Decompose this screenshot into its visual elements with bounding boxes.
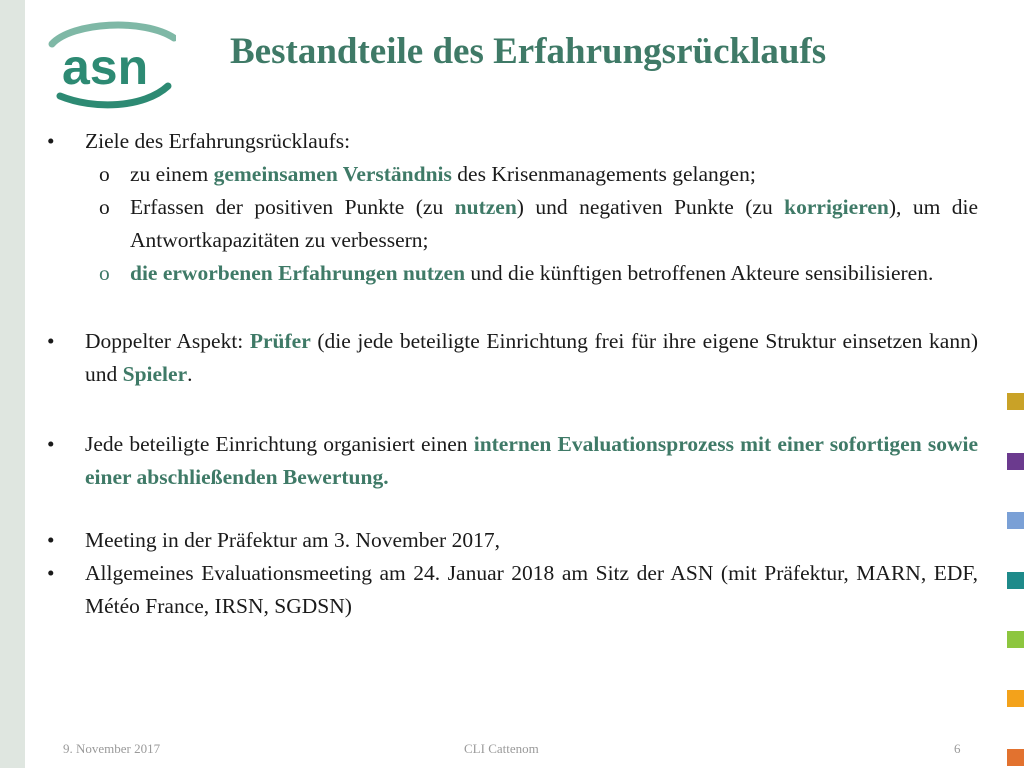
highlight: internen Evaluationsprozess mit einer sofortigen sowie einer abschließenden Bewertung. (85, 432, 978, 489)
color-square (1007, 393, 1024, 410)
color-square (1007, 690, 1024, 707)
sub-bullet-marker: o (99, 261, 110, 285)
color-square (1007, 631, 1024, 648)
bullet-dot: • (47, 528, 55, 552)
slide-content (45, 125, 978, 623)
bullet-general-meeting: • Allgemeines Evaluationsmeeting am 24. Januar 2018 am Sitz der ASN (mit Präfektur, MARN, EDF, Météo France, IRSN, SGDSN) (45, 557, 978, 623)
highlight: korrigieren (784, 195, 889, 219)
sub-bullet-understanding: o zu einem gemeinsamen Verständnis des Krisenmanagements gelangen; (45, 158, 978, 191)
color-squares (1007, 0, 1024, 768)
highlight: Spieler (122, 362, 188, 386)
slide-title: Bestandteile des Erfahrungsrücklaufs (230, 31, 827, 72)
footer-date: 9. November 2017 (63, 741, 161, 756)
bullet-dot: • (47, 561, 55, 585)
asn-logo (44, 14, 176, 110)
sub-bullet-marker: o (99, 162, 110, 186)
bullet-dot: • (47, 432, 55, 456)
bullet-dot: • (47, 329, 55, 353)
sub-bullet-points: o Erfassen der positiven Punkte (zu nutzen) und negativen Punkte (zu korrigieren), um die Antwortkapazitäten zu verbessern; (45, 191, 978, 257)
highlight: Prüfer (249, 329, 311, 353)
color-square (1007, 512, 1024, 529)
color-square (1007, 453, 1024, 470)
bullet-meeting-prefecture: • Meeting in der Präfektur am 3. November 2017, (45, 524, 978, 557)
footer-center: CLI Cattenom (464, 741, 539, 756)
footer-page-number: 6 (954, 741, 961, 756)
logo-text: asn (62, 39, 149, 95)
bullet-evaluation-process: • Jede beteiligte Einrichtung organisiert einen internen Evaluationsprozess mit einer sofortigen sowie einer abschließenden Bewertung. (45, 428, 978, 494)
color-square (1007, 749, 1024, 766)
highlight: die erworbenen Erfahrungen nutzen (130, 261, 466, 285)
bullet-double-aspect: • Doppelter Aspekt: Prüfer (die jede beteiligte Einrichtung frei für ihre eigene Struktur einsetzen kann) und Spieler. (45, 325, 978, 391)
sub-bullet-marker: o (99, 195, 110, 219)
bullet-dot: • (47, 129, 55, 153)
highlight: gemeinsamen Verständnis (213, 162, 452, 186)
sub-bullet-experience: o die erworbenen Erfahrungen nutzen und die künftigen betroffenen Akteure sensibilisieren. (45, 257, 978, 290)
bullet-goals: • Ziele des Erfahrungsrücklaufs: (45, 125, 978, 158)
highlight: nutzen (454, 195, 517, 219)
color-square (1007, 572, 1024, 589)
left-decorative-bar (0, 0, 25, 768)
